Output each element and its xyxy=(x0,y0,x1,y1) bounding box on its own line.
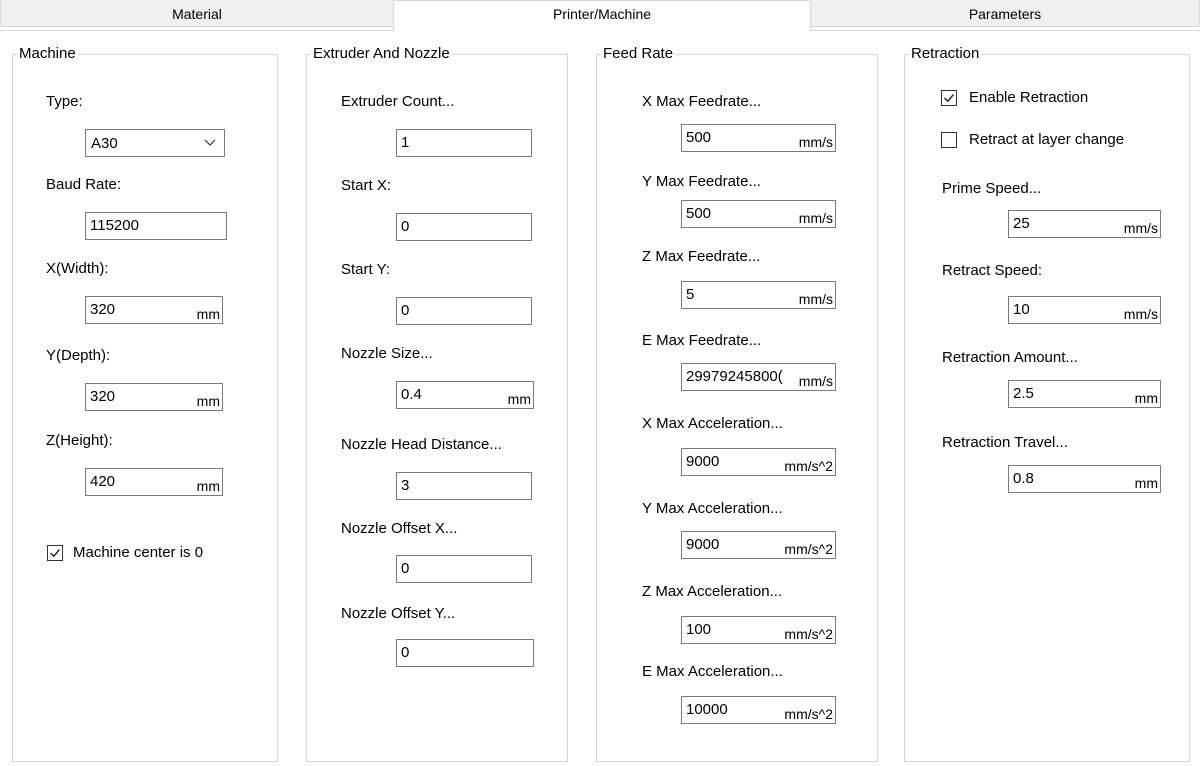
enable-retraction-label[interactable]: Enable Retraction xyxy=(969,89,1089,106)
x-max-feedrate-label: X Max Feedrate... xyxy=(642,93,762,110)
retract-layer-change-checkbox[interactable] xyxy=(941,132,957,148)
nozzle-offset-x-input[interactable] xyxy=(396,555,532,583)
retract-speed-input[interactable] xyxy=(1008,296,1161,324)
nozzle-head-distance-label: Nozzle Head Distance... xyxy=(341,436,502,453)
retraction-group-title: Retraction xyxy=(911,45,980,62)
checkmark-icon xyxy=(943,92,955,104)
nozzle-size-label: Nozzle Size... xyxy=(341,345,433,362)
prime-speed-unit: mm/s xyxy=(1123,220,1158,236)
start-x-input[interactable] xyxy=(396,213,532,241)
e-max-acceleration-label: E Max Acceleration... xyxy=(642,663,783,680)
extruder-count-label: Extruder Count... xyxy=(341,93,455,110)
y-max-acceleration-value: 9000 xyxy=(686,536,720,553)
machine-group xyxy=(12,45,278,762)
retraction-group xyxy=(904,45,1190,762)
x-max-acceleration-label: X Max Acceleration... xyxy=(642,415,783,432)
z-max-feedrate-input[interactable] xyxy=(681,281,836,309)
baud-value: 115200 xyxy=(90,217,139,234)
feed-rate-group-title: Feed Rate xyxy=(603,45,674,62)
nozzle-head-distance-input[interactable] xyxy=(396,472,532,500)
retraction-amount-label: Retraction Amount... xyxy=(942,349,1078,366)
y-max-acceleration-label: Y Max Acceleration... xyxy=(642,500,783,517)
x-width-unit: mm xyxy=(196,306,220,322)
z-height-value: 420 xyxy=(90,473,116,490)
y-max-acceleration-unit: mm/s^2 xyxy=(784,541,833,557)
chevron-down-icon xyxy=(204,137,216,147)
y-max-feedrate-value: 500 xyxy=(686,205,712,222)
z-height-unit: mm xyxy=(196,478,220,494)
nozzle-offset-y-value: 0 xyxy=(401,644,410,661)
x-width-value: 320 xyxy=(90,301,116,318)
nozzle-offset-y-input[interactable] xyxy=(396,639,534,667)
baud-input[interactable] xyxy=(85,212,227,240)
e-max-feedrate-unit: mm/s xyxy=(798,373,833,389)
nozzle-size-value: 0.4 xyxy=(401,386,422,403)
nozzle-offset-y-label: Nozzle Offset Y... xyxy=(341,605,456,622)
prime-speed-value: 25 xyxy=(1013,215,1030,232)
y-depth-input[interactable] xyxy=(85,383,223,411)
type-label: Type: xyxy=(46,93,83,110)
machine-center-checkbox[interactable] xyxy=(47,545,63,561)
e-max-acceleration-value: 10000 xyxy=(686,701,728,718)
e-max-acceleration-input[interactable] xyxy=(681,696,836,724)
z-max-feedrate-value: 5 xyxy=(686,286,695,303)
z-max-acceleration-value: 100 xyxy=(686,621,712,638)
extruder-count-input[interactable] xyxy=(396,129,532,157)
y-max-feedrate-input[interactable] xyxy=(681,200,836,228)
x-max-acceleration-unit: mm/s^2 xyxy=(784,458,833,474)
retraction-amount-unit: mm xyxy=(1134,390,1158,406)
retraction-amount-input[interactable] xyxy=(1008,380,1161,408)
tab-printer-machine[interactable]: Printer/Machine xyxy=(393,0,811,31)
retract-speed-label: Retract Speed: xyxy=(942,262,1043,279)
retraction-travel-input[interactable] xyxy=(1008,465,1161,493)
z-max-acceleration-unit: mm/s^2 xyxy=(784,626,833,642)
type-select-value: A30 xyxy=(91,135,118,152)
extruder-count-value: 1 xyxy=(401,134,410,151)
checkmark-icon xyxy=(49,547,61,559)
e-max-feedrate-label: E Max Feedrate... xyxy=(642,332,762,349)
enable-retraction-checkbox[interactable] xyxy=(941,90,957,106)
start-x-label: Start X: xyxy=(341,177,392,194)
extruder-group xyxy=(306,45,568,762)
e-max-feedrate-value: 29979245800( xyxy=(686,368,783,385)
x-max-acceleration-value: 9000 xyxy=(686,453,720,470)
z-max-feedrate-unit: mm/s xyxy=(798,291,833,307)
x-max-acceleration-input[interactable] xyxy=(681,448,836,476)
retract-speed-unit: mm/s xyxy=(1123,306,1158,322)
tab-material[interactable]: Material xyxy=(0,0,394,27)
z-height-input[interactable] xyxy=(85,468,223,496)
x-width-input[interactable] xyxy=(85,296,223,324)
type-select[interactable] xyxy=(85,129,225,157)
prime-speed-input[interactable] xyxy=(1008,210,1161,238)
start-y-input[interactable] xyxy=(396,297,532,325)
retraction-travel-label: Retraction Travel... xyxy=(942,434,1068,451)
start-y-label: Start Y: xyxy=(341,261,390,278)
machine-group-title: Machine xyxy=(19,45,76,62)
nozzle-offset-x-value: 0 xyxy=(401,560,410,577)
retraction-travel-unit: mm xyxy=(1134,475,1158,491)
start-x-value: 0 xyxy=(401,218,410,235)
y-max-acceleration-input[interactable] xyxy=(681,531,836,559)
tab-bar xyxy=(0,0,1200,30)
y-depth-unit: mm xyxy=(196,393,220,409)
x-max-feedrate-unit: mm/s xyxy=(798,134,833,150)
tab-divider-gap xyxy=(394,30,810,31)
y-max-feedrate-unit: mm/s xyxy=(798,210,833,226)
retract-layer-change-label[interactable]: Retract at layer change xyxy=(969,131,1125,148)
e-max-feedrate-input[interactable] xyxy=(681,363,836,391)
machine-center-label[interactable]: Machine center is 0 xyxy=(73,544,204,561)
retract-speed-value: 10 xyxy=(1013,301,1030,318)
x-max-feedrate-value: 500 xyxy=(686,129,712,146)
tab-parameters[interactable]: Parameters xyxy=(810,0,1200,27)
extruder-group-title: Extruder And Nozzle xyxy=(313,45,450,62)
z-height-label: Z(Height): xyxy=(46,432,113,449)
nozzle-offset-x-label: Nozzle Offset X... xyxy=(341,520,458,537)
x-width-label: X(Width): xyxy=(46,260,109,277)
feed-rate-group xyxy=(596,45,878,762)
nozzle-size-unit: mm xyxy=(507,391,531,407)
prime-speed-label: Prime Speed... xyxy=(942,180,1042,197)
z-max-acceleration-input[interactable] xyxy=(681,616,836,644)
z-max-acceleration-label: Z Max Acceleration... xyxy=(642,583,783,600)
retraction-travel-value: 0.8 xyxy=(1013,470,1034,487)
retraction-amount-value: 2.5 xyxy=(1013,385,1034,402)
z-max-feedrate-label: Z Max Feedrate... xyxy=(642,248,761,265)
y-depth-value: 320 xyxy=(90,388,116,405)
nozzle-size-input[interactable] xyxy=(396,381,534,409)
start-y-value: 0 xyxy=(401,302,410,319)
nozzle-head-distance-value: 3 xyxy=(401,477,410,494)
baud-label: Baud Rate: xyxy=(46,176,122,193)
x-max-feedrate-input[interactable] xyxy=(681,124,836,152)
y-depth-label: Y(Depth): xyxy=(46,347,111,364)
e-max-acceleration-unit: mm/s^2 xyxy=(784,706,833,722)
y-max-feedrate-label: Y Max Feedrate... xyxy=(642,173,761,190)
